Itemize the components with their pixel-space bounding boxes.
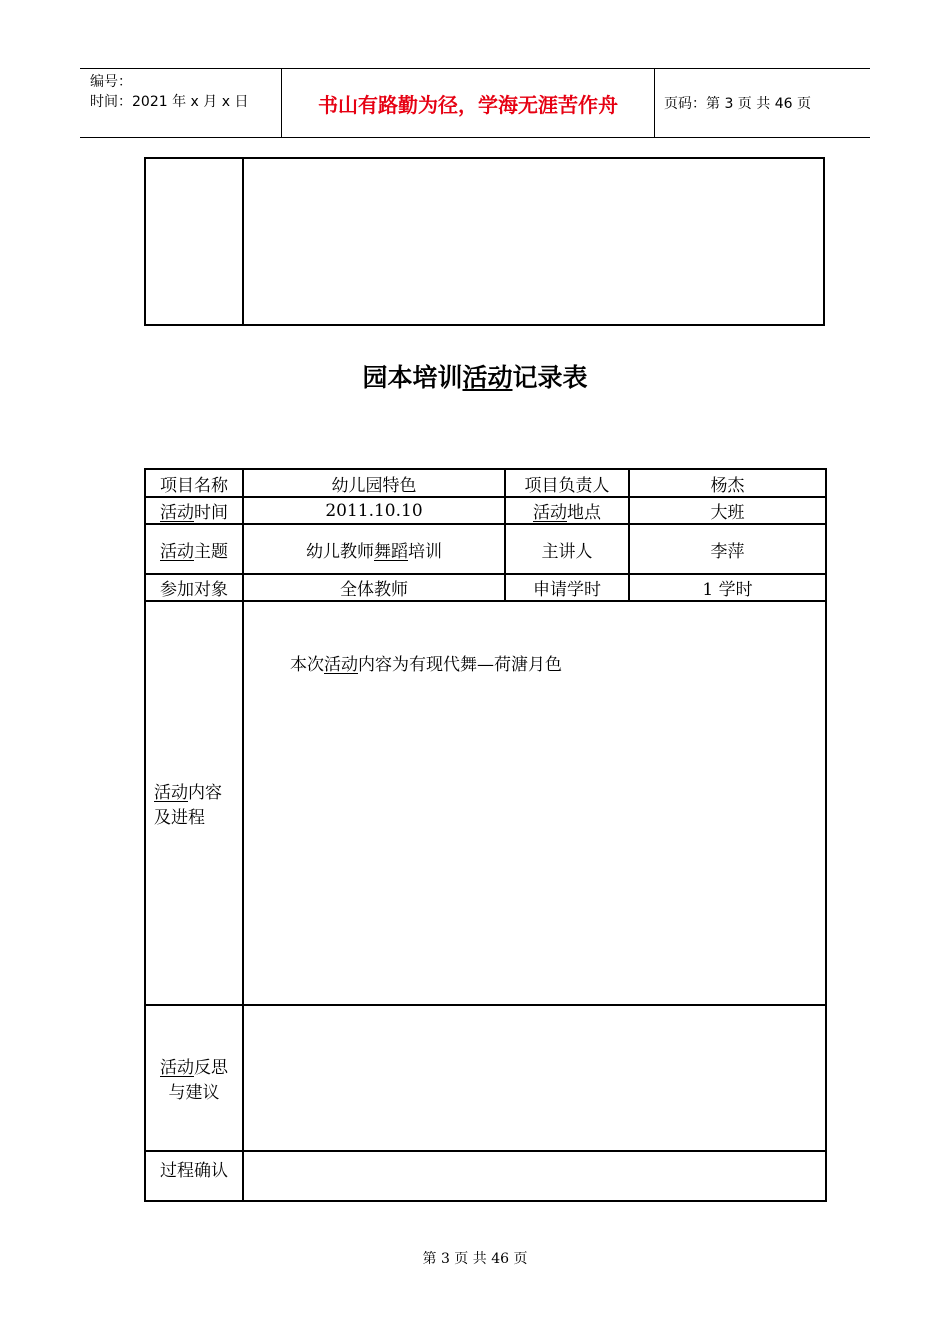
project-name-value: 幼儿园特色 bbox=[243, 469, 505, 497]
page-info: 页码：第 3 页 共 46 页 bbox=[664, 96, 811, 112]
table-row bbox=[145, 524, 826, 574]
table-row bbox=[145, 1005, 826, 1151]
activity-time-value: 2011.10.10 bbox=[243, 497, 505, 524]
number-label: 编号： bbox=[90, 74, 132, 90]
activity-time-label: 活动时间 bbox=[145, 497, 243, 524]
credit-hours-label: 申请学时 bbox=[505, 574, 629, 601]
activity-location-label: 活动地点 bbox=[505, 497, 629, 524]
table-row bbox=[145, 497, 826, 524]
speaker-label: 主讲人 bbox=[505, 524, 629, 574]
content-label: 活动内容 及进程 bbox=[145, 601, 243, 1005]
project-leader-value: 杨杰 bbox=[629, 469, 826, 497]
table-row bbox=[145, 574, 826, 601]
reflection-cell bbox=[243, 1005, 826, 1151]
participants-value: 全体教师 bbox=[243, 574, 505, 601]
previous-table-continuation bbox=[144, 157, 825, 326]
project-name-label: 项目名称 bbox=[145, 469, 243, 497]
title-post: 记录表 bbox=[512, 363, 588, 392]
speaker-value: 李萍 bbox=[629, 524, 826, 574]
motto: 书山有路勤为径，学海无涯苦作舟 bbox=[281, 69, 655, 137]
confirm-label: 过程确认 bbox=[145, 1151, 243, 1201]
table-row bbox=[145, 469, 826, 497]
content-text: 本次活动内容为有现代舞—荷溏月色 bbox=[290, 655, 562, 675]
time-label: 时间：2021 年 x 月 x 日 bbox=[90, 94, 249, 110]
project-leader-label: 项目负责人 bbox=[505, 469, 629, 497]
title-underlined: 活动 bbox=[462, 363, 513, 392]
confirm-cell bbox=[243, 1151, 826, 1201]
training-record-table bbox=[144, 468, 827, 1202]
page-title bbox=[0, 358, 950, 394]
header-meta bbox=[80, 69, 280, 137]
reflection-label: 活动反思 与建议 bbox=[145, 1005, 243, 1151]
title-pre: 园本培训 bbox=[362, 363, 463, 392]
activity-theme-value: 幼儿教师舞蹈培训 bbox=[243, 524, 505, 574]
column-divider bbox=[242, 159, 244, 324]
page-footer: 第 3 页 共 46 页 bbox=[422, 1251, 528, 1267]
credit-hours-value: 1 学时 bbox=[629, 574, 826, 601]
participants-label: 参加对象 bbox=[145, 574, 243, 601]
activity-theme-label: 活动主题 bbox=[145, 524, 243, 574]
table-row bbox=[145, 1151, 826, 1201]
activity-location-value: 大班 bbox=[629, 497, 826, 524]
page-header bbox=[80, 68, 870, 138]
